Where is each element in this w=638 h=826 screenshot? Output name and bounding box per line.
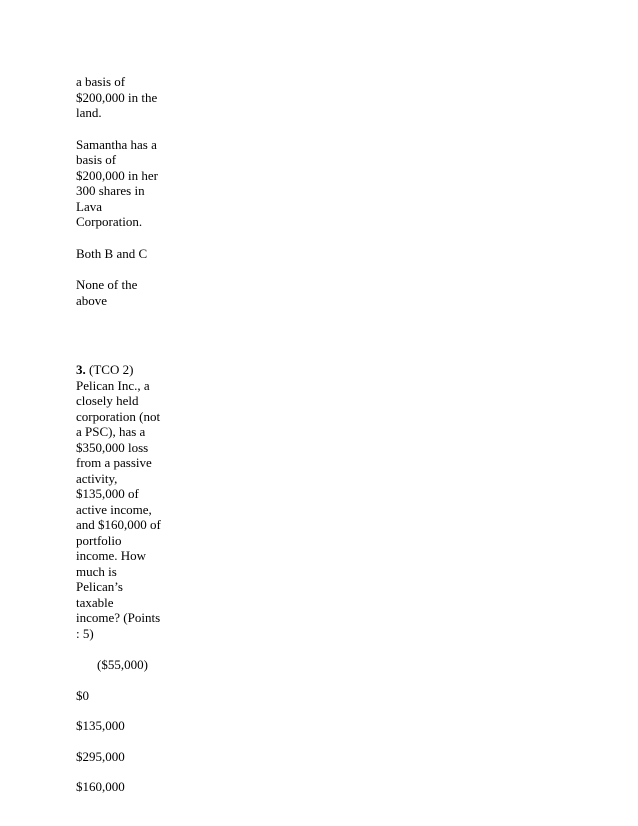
spacer: [76, 121, 162, 137]
option-none-of-the-above: None of the above: [76, 277, 138, 308]
option-samantha-basis: Samantha has a basis of $200,000 in her 300 shares in Lava Corporation.: [76, 136, 158, 229]
spacer: [76, 641, 162, 657]
option-both-b-and-c: Both B and C: [76, 245, 148, 261]
spacer: [76, 764, 162, 779]
question-3-text: [76, 362, 162, 641]
answer-option-2: $0: [76, 687, 89, 703]
answer-option-4: $295,000: [76, 748, 125, 764]
text-column: [76, 74, 162, 795]
option-continuation: a basis of $200,000 in the land.: [76, 74, 158, 120]
spacer: [76, 703, 162, 718]
spacer: [76, 673, 162, 688]
answer-option-3: $135,000: [76, 718, 125, 733]
spacer: [76, 230, 162, 246]
question-body: (TCO 2) Pelican Inc., a closely held corporation (not a PSC), has a $350,000 loss from a passive activity, $135,000 of active income, and $160,000 of portfolio income. How much is Pelican’s taxable income? (Points : 5): [76, 362, 161, 641]
spacer: [76, 308, 162, 362]
spacer: [76, 734, 162, 749]
question-number: 3.: [76, 362, 86, 377]
spacer: [76, 261, 162, 277]
answer-option-5: $160,000: [76, 779, 125, 794]
answer-option-1: ($55,000): [97, 657, 148, 672]
